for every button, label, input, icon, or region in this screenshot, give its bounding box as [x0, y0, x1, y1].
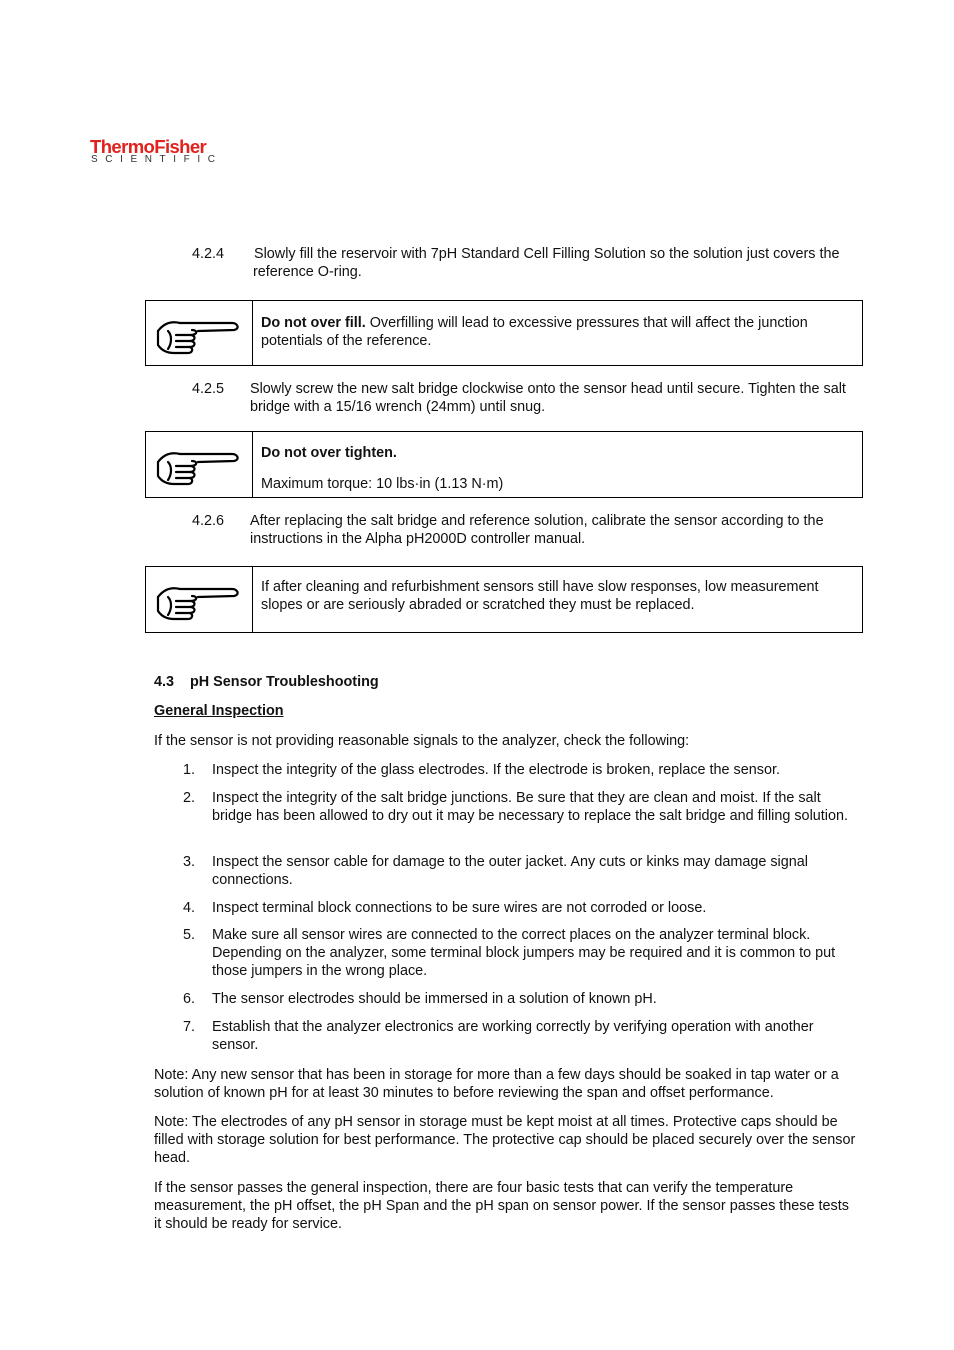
list-number: 7.	[183, 1019, 196, 1035]
logo-subtitle: SCIENTIFIC	[91, 154, 223, 165]
list-text: Inspect the integrity of the salt bridge junctions. Be sure that they are clean and moist. If the salt bridge has been allowed to dry out it may be necessary to replace the salt bridge and filling solution.	[212, 790, 848, 824]
logo-wordmark: ThermoFisher	[90, 136, 207, 157]
note-icon-cell	[146, 567, 253, 632]
step-number: 4.2.5	[192, 381, 225, 397]
list-text: Inspect the integrity of the glass electrodes. If the electrode is broken, replace the sensor.	[212, 762, 780, 778]
pointing-hand-icon	[154, 444, 244, 488]
note-text	[261, 314, 848, 350]
note-box-over-fill	[145, 300, 863, 366]
step-text: After replacing the salt bridge and reference solution, calibrate the sensor according to the instructions in the Alpha pH2000D controller manual.	[250, 513, 824, 547]
step-number: 4.2.6	[192, 513, 225, 529]
note-detail: Overfilling will lead to excessive pressures that will affect the junction potentials of the reference.	[261, 315, 808, 349]
note-emphasis: Do not over tighten.	[261, 445, 397, 461]
step-text: Slowly screw the new salt bridge clockwise onto the sensor head until secure. Tighten the salt bridge with a 15/16 wrench (24mm) until snug.	[250, 381, 846, 415]
intro-paragraph: If the sensor is not providing reasonable signals to the analyzer, check the following:	[154, 733, 690, 749]
subsection-heading: General Inspection	[154, 703, 284, 719]
note-box-over-tighten	[145, 431, 863, 498]
list-number: 4.	[183, 900, 196, 916]
note-paragraph: Note: Any new sensor that has been in storage for more than a few days should be soaked in tap water or a solution of known pH for at least 30 minutes to before reviewing the span and offset performance.	[154, 1067, 839, 1101]
list-number: 2.	[183, 790, 196, 806]
list-number: 5.	[183, 927, 196, 943]
note-icon-cell	[146, 432, 253, 497]
note-box-replace	[145, 566, 863, 633]
list-text: The sensor electrodes should be immersed in a solution of known pH.	[212, 991, 657, 1007]
note-text: If after cleaning and refurbishment sensors still have slow responses, low measurement slopes or are seriously abraded or scratched they must be replaced.	[261, 579, 819, 613]
step-number: 4.2.4	[192, 246, 225, 262]
pointing-hand-icon	[154, 579, 244, 623]
list-text: Inspect the sensor cable for damage to the outer jacket. Any cuts or kinks may damage signal connections.	[212, 854, 808, 888]
note-paragraph: Note: The electrodes of any pH sensor in storage must be kept moist at all times. Protective caps should be filled with storage solution for best performance. The protective cap should be placed securely over the sensor head.	[154, 1114, 856, 1166]
note-icon-cell	[146, 301, 253, 365]
summary-paragraph: If the sensor passes the general inspection, there are four basic tests that can verify the temperature measurement, the pH offset, the pH Span and the pH span on sensor power. If the sensor passes these tests it should be ready for service.	[154, 1180, 849, 1232]
list-number: 3.	[183, 854, 196, 870]
step-text: Slowly fill the reservoir with 7pH Standard Cell Filling Solution so the solution just covers the reference O-ring.	[253, 246, 840, 280]
list-number: 6.	[183, 991, 196, 1007]
list-text: Establish that the analyzer electronics are working correctly by verifying operation with another sensor.	[212, 1019, 814, 1053]
section-heading: 4.3 pH Sensor Troubleshooting	[154, 674, 379, 690]
note-emphasis: Do not over fill.	[261, 315, 366, 331]
list-number: 1.	[183, 762, 196, 778]
list-text: Make sure all sensor wires are connected to the correct places on the analyzer terminal block. Depending on the analyzer, some terminal block jumpers may be required and it is common to put those jumpers in the wrong place.	[212, 927, 836, 979]
note-detail: Maximum torque: 10 lbs·in (1.13 N·m)	[261, 476, 504, 492]
list-text: Inspect terminal block connections to be sure wires are not corroded or loose.	[212, 900, 707, 916]
note-heading	[261, 444, 848, 462]
pointing-hand-icon	[154, 313, 244, 357]
